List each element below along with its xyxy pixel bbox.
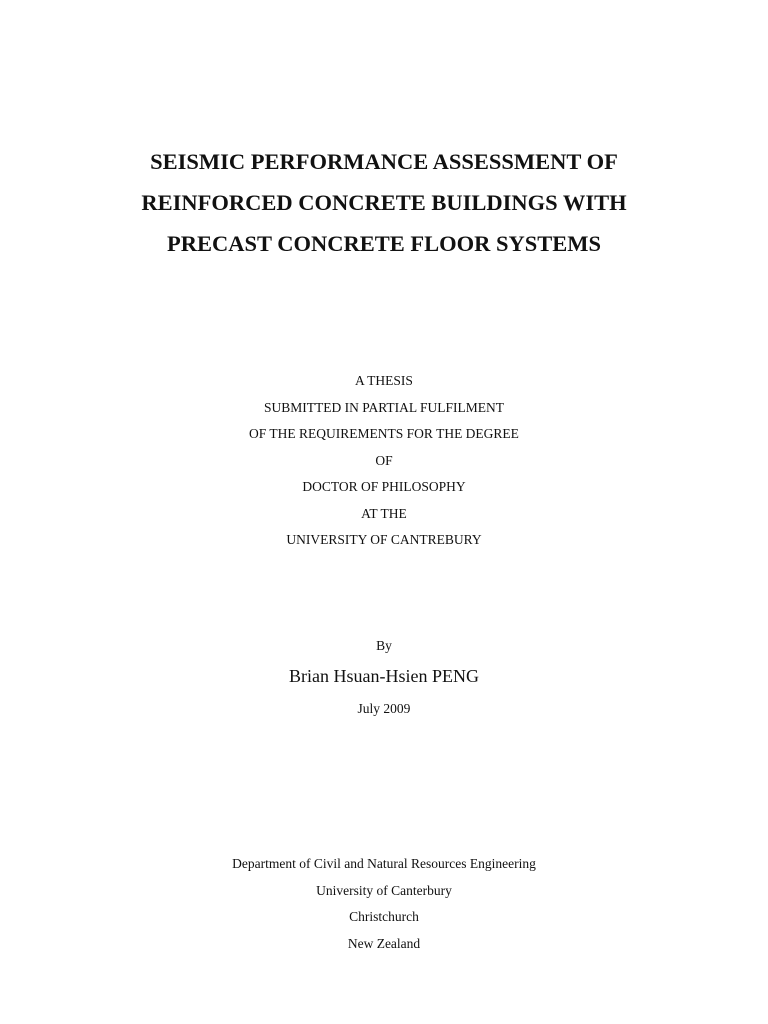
affiliation-block bbox=[0, 851, 768, 958]
statement-line: SUBMITTED IN PARTIAL FULFILMENT bbox=[263, 399, 505, 415]
title-line: SEISMIC PERFORMANCE ASSESSMENT OF bbox=[150, 149, 618, 174]
submission-date: July 2009 bbox=[357, 701, 411, 716]
by-label: By bbox=[376, 638, 392, 653]
affiliation-line: University of Canterbury bbox=[316, 882, 452, 898]
author-name: Brian Hsuan-Hsien PENG bbox=[289, 666, 479, 686]
thesis-statement bbox=[0, 368, 768, 554]
statement-line: OF bbox=[375, 452, 393, 468]
title-line: REINFORCED CONCRETE BUILDINGS WITH bbox=[141, 190, 627, 215]
affiliation-line: Department of Civil and Natural Resources Engineering bbox=[232, 856, 536, 871]
statement-line: DOCTOR OF PHILOSOPHY bbox=[302, 479, 466, 494]
statement-line: OF THE REQUIREMENTS FOR THE DEGREE bbox=[249, 426, 519, 441]
statement-line: UNIVERSITY OF CANTREBURY bbox=[286, 532, 482, 547]
affiliation-line: Christchurch bbox=[349, 909, 419, 925]
affiliation-line: New Zealand bbox=[347, 936, 421, 952]
thesis-title bbox=[0, 141, 768, 264]
statement-line: A THESIS bbox=[355, 373, 413, 388]
statement-line: AT THE bbox=[361, 505, 407, 521]
title-line: PRECAST CONCRETE FLOOR SYSTEMS bbox=[166, 231, 602, 256]
